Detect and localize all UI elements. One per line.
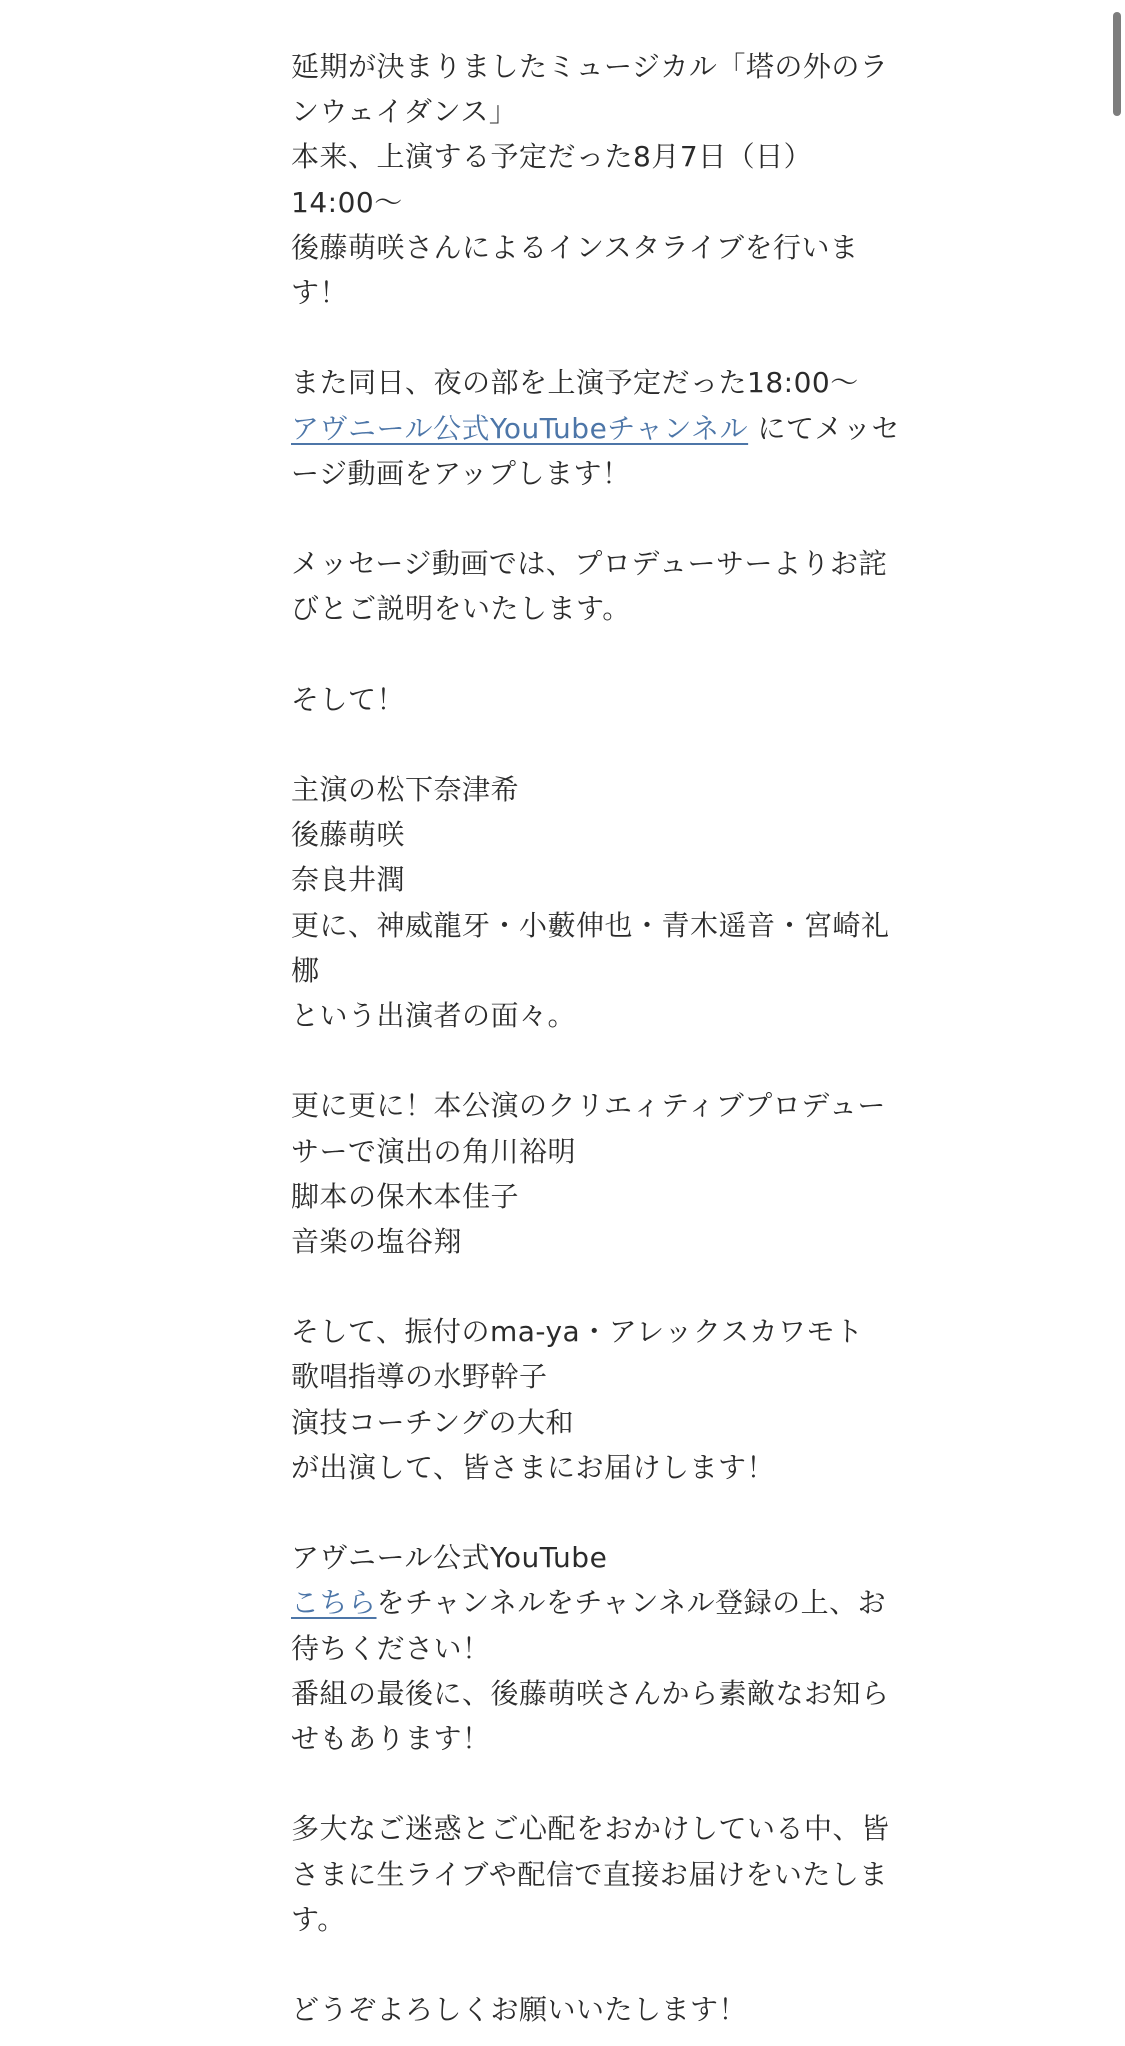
paragraph-apology [291, 541, 887, 631]
paragraph-gap [291, 631, 871, 676]
text-fragment: にてメッセ [748, 411, 901, 445]
paragraph-cast [291, 767, 890, 1038]
text-line: 後藤萌咲さんによるインスタライブを行いま [291, 230, 859, 264]
paragraph-gap [291, 1761, 871, 1806]
text-line: ージ動画をアップします！ [291, 456, 631, 490]
text-line: 歌唱指導の水野幹子 [291, 1360, 548, 1394]
text-line: す！ [291, 275, 349, 309]
text-line: 更に、神威龍牙・小藪伸也・青木遥音・宮崎礼 [291, 908, 890, 942]
paragraph-gap [291, 315, 871, 360]
text-line: 脚本の保木本佳子 [291, 1179, 520, 1213]
text-line: 番組の最後に、後藤萌咲さんから素敵なお知ら [291, 1676, 890, 1710]
text-line: す。 [291, 1902, 346, 1936]
text-line [291, 406, 901, 451]
paragraph-subscribe [291, 1535, 890, 1761]
youtube-channel-link[interactable]: アヴニール公式YouTubeチャンネル [291, 411, 749, 445]
text-line: また同日、夜の部を上演予定だった18:00〜 [291, 366, 859, 400]
text-line: そして、振付のma-ya・アレックスカワモト [291, 1315, 864, 1349]
text-line: 待ちください！ [291, 1631, 491, 1665]
scrollbar-thumb[interactable] [1113, 12, 1121, 116]
text-line: サーで演出の角川裕明 [291, 1134, 577, 1168]
text-line [291, 1580, 887, 1625]
text-line: という出演者の面々。 [291, 998, 577, 1032]
paragraph-announcement [291, 44, 889, 315]
youtube-here-link[interactable]: こちら [291, 1586, 377, 1620]
paragraph-gap [291, 496, 871, 541]
text-line: びとご説明をいたします。 [291, 592, 631, 626]
paragraph-regards [291, 1987, 871, 2032]
paragraph-gap [291, 1490, 871, 1535]
text-line: そして！ [291, 682, 406, 716]
paragraph-creatives [291, 1083, 886, 1264]
paragraph-closing-apology [291, 1806, 890, 1942]
text-line: 更に更に！本公演のクリエィティブプロデュー [291, 1089, 886, 1123]
text-line: 主演の松下奈津希 [291, 773, 520, 806]
text-line: 本来、上演する予定だった8月7日（日） [291, 140, 813, 174]
paragraph-staff [291, 1309, 871, 1490]
text-line: どうぞよろしくお願いいたします！ [291, 1993, 748, 2027]
text-fragment: をチャンネルをチャンネル登録の上、お [376, 1586, 887, 1620]
paragraph-gap [291, 1038, 871, 1083]
text-line: 後藤萌咲 [291, 818, 406, 852]
text-line: 音楽の塩谷翔 [291, 1224, 463, 1258]
paragraph-gap [291, 1942, 871, 1987]
text-line: せもあります！ [291, 1721, 491, 1755]
text-line: アヴニール公式YouTube [291, 1541, 608, 1575]
paragraph-gap [291, 1264, 871, 1309]
text-line: さまに生ライブや配信で直接お届けをいたしま [291, 1857, 888, 1891]
text-line: メッセージ動画では、プロデューサーよりお詫 [291, 547, 887, 581]
article-body [291, 44, 901, 2032]
text-line: が出演して、皆さまにお届けします！ [291, 1450, 775, 1484]
text-line: 演技コーチングの大和 [291, 1405, 575, 1439]
text-line: ンウェイダンス」 [291, 95, 518, 129]
text-line: 梛 [291, 953, 320, 987]
text-line: 奈良井潤 [291, 863, 406, 897]
paragraph-youtube-message [291, 360, 901, 496]
paragraph-and [291, 677, 871, 722]
text-line: 多大なご迷惑とご心配をおかけしている中、皆 [291, 1812, 890, 1846]
text-line: 延期が決まりましたミュージカル「塔の外のラ [291, 50, 889, 83]
text-line: 14:00〜 [291, 185, 403, 219]
scrollbar[interactable] [1109, 0, 1125, 2046]
paragraph-gap [291, 722, 871, 767]
